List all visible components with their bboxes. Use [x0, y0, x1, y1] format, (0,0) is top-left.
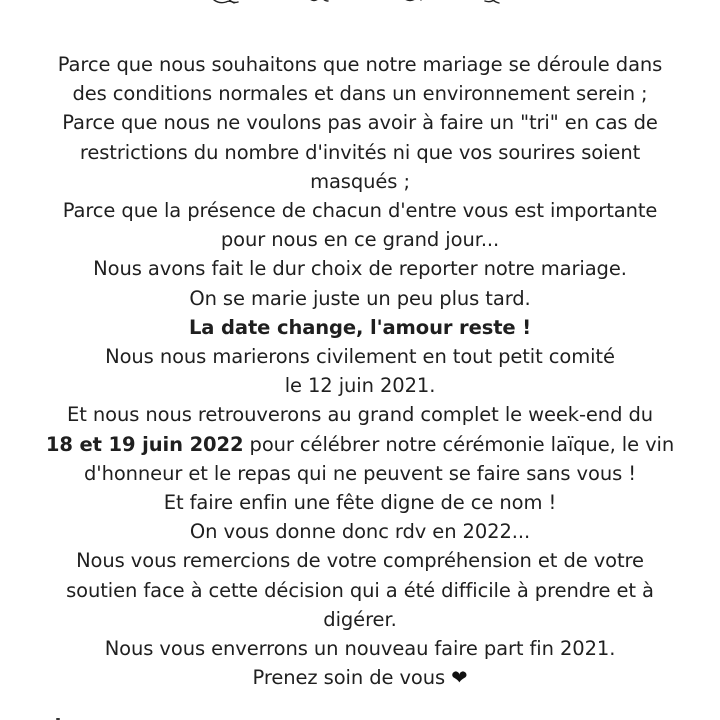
letter-line: Parce que la présence de chacun d'entre vous est importante — [62, 199, 658, 223]
letter-line: restrictions du nombre d'invités ni que vos sourires soient — [79, 140, 641, 164]
letter-line: masqués ; — [310, 169, 410, 193]
closing-line — [20, 663, 700, 692]
letter-line-rest: pour célébrer notre cérémonie laïque, le vin — [243, 432, 675, 456]
letter-line: d'honneur et le repas qui ne peuvent se faire sans vous ! — [84, 461, 636, 485]
floral-ornament-icon — [0, 0, 720, 8]
letter-line: On se marie juste un peu plus tard. — [189, 286, 531, 310]
letter-line: Parce que nous ne voulons pas avoir à faire un "tri" en cas de — [62, 111, 658, 135]
ceremony-dates: 18 et 19 juin 2022 — [45, 432, 244, 456]
closing-text: Prenez soin de vous — [252, 666, 446, 690]
letter-line — [20, 430, 700, 459]
letter-line: des conditions normales et dans un environnement serein ; — [72, 82, 648, 106]
letter-line: Nous vous enverrons un nouveau faire part fin 2021. — [104, 637, 616, 661]
civil-wedding-date: le 12 juin 2021. — [284, 374, 436, 398]
letter-line: soutien face à cette décision qui a été difficile à prendre et à — [66, 578, 654, 602]
postponement-letter — [20, 50, 700, 692]
letter-line: Nous avons fait le dur choix de reporter notre mariage. — [93, 257, 627, 281]
headline-date-change: La date change, l'amour reste ! — [188, 315, 532, 339]
letter-line: Parce que nous souhaitons que notre mariage se déroule dans — [57, 53, 663, 76]
letter-line: On vous donne donc rdv en 2022... — [189, 520, 531, 544]
letter-line: Et faire enfin une fête digne de ce nom ! — [163, 491, 557, 515]
letter-line: Et nous nous retrouverons au grand complet le week-end du — [67, 403, 653, 427]
letter-line: Nous nous marierons civilement en tout petit comité — [105, 345, 615, 369]
letter-line: digérer. — [323, 607, 397, 631]
letter-line: Nous vous remercions de votre compréhension et de votre — [76, 549, 644, 573]
letter-line: pour nous en ce grand jour... — [220, 228, 500, 252]
heart-icon: ❤ — [451, 666, 468, 690]
